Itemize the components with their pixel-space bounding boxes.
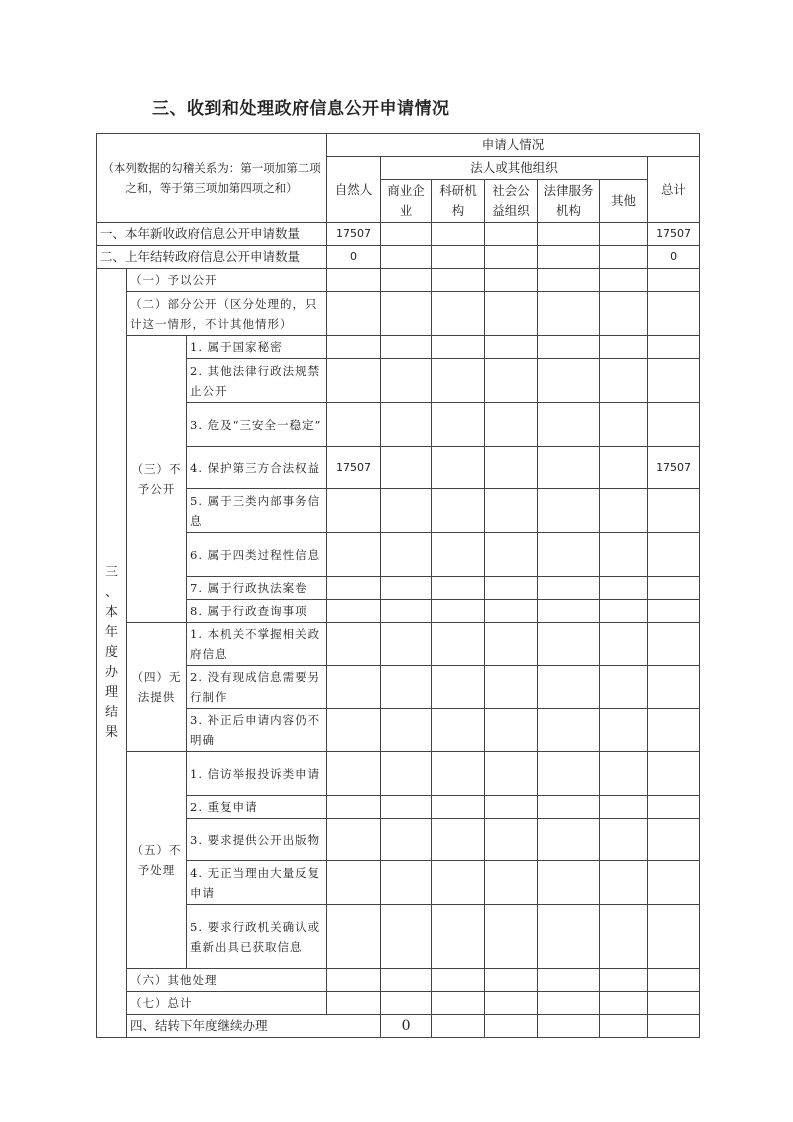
item-publications: 3. 要求提供公开出版物 [187, 819, 327, 861]
research-header: 科研机构 [432, 180, 485, 223]
item-law-prohibited: 2. 其他法律行政法规禁止公开 [187, 359, 327, 403]
row-new-requests-total: 17507 [648, 223, 700, 246]
other-header: 其他 [600, 180, 648, 223]
item-third-party-natural: 17507 [327, 447, 381, 489]
section-results-label: 三 、 本 年 度 办 理 结 果 [97, 269, 127, 1038]
row-next-year-label: 四、结转下年度继续办理 [127, 1015, 381, 1038]
natural-person-header: 自然人 [327, 157, 381, 223]
group-not-processed-label: （五）不予处理 [127, 752, 187, 969]
item-third-party: 4. 保护第三方合法权益 [187, 447, 327, 489]
legal-group-header: 法人或其他组织 [381, 157, 648, 180]
relation-note: （本列数据的勾稽关系为：第一项加第二项之和，等于第三项加第四项之和） [97, 134, 327, 223]
result-total-label: （七）总计 [127, 992, 327, 1015]
item-three-safety: 3. 危及“三安全一稳定” [187, 403, 327, 447]
item-third-party-total: 17507 [648, 447, 700, 489]
item-reconfirm: 5. 要求行政机关确认或重新出具已获取信息 [187, 905, 327, 969]
section-heading: 三、收到和处理政府信息公开申请情况 [152, 99, 450, 119]
disclosure-table [96, 133, 700, 1038]
item-unclear-request: 3. 补正后申请内容仍不明确 [187, 709, 327, 752]
item-petition: 1. 信访举报投诉类申请 [187, 752, 327, 796]
result-other-label: （六）其他处理 [127, 969, 327, 992]
item-process-info: 6. 属于四类过程性信息 [187, 533, 327, 577]
item-not-held: 1. 本机关不掌握相关政府信息 [187, 623, 327, 666]
item-enforcement-files: 7. 属于行政执法案卷 [187, 577, 327, 600]
row-next-year-natural: 0 [381, 1015, 432, 1038]
group-not-open-label: （三）不予公开 [127, 336, 187, 623]
item-internal-affairs: 5. 属于三类内部事务信息 [187, 489, 327, 533]
item-repeated-mass: 4. 无正当理由大量反复申请 [187, 861, 327, 905]
commercial-header: 商业企业 [381, 180, 432, 223]
group-cannot-provide-label: （四）无法提供 [127, 623, 187, 752]
result-open-label: （一）予以公开 [127, 269, 327, 292]
item-state-secret: 1. 属于国家秘密 [187, 336, 327, 359]
item-admin-query: 8. 属于行政查询事项 [187, 600, 327, 623]
total-header: 总计 [648, 157, 700, 223]
row-new-requests-natural: 17507 [327, 223, 381, 246]
item-duplicate: 2. 重复申请 [187, 796, 327, 819]
item-needs-creation: 2. 没有现成信息需要另行制作 [187, 666, 327, 709]
applicant-header: 申请人情况 [327, 134, 700, 157]
row-carried-over-natural: 0 [327, 246, 381, 269]
result-partial-label: （二）部分公开（区分处理的，只计这一情形，不计其他情形） [127, 292, 327, 336]
row-carried-over-label: 二、上年结转政府信息公开申请数量 [97, 246, 327, 269]
social-header: 社会公益组织 [485, 180, 538, 223]
row-carried-over-total: 0 [648, 246, 700, 269]
row-new-requests-label: 一、本年新收政府信息公开申请数量 [97, 223, 327, 246]
legal-service-header: 法律服务机构 [538, 180, 600, 223]
